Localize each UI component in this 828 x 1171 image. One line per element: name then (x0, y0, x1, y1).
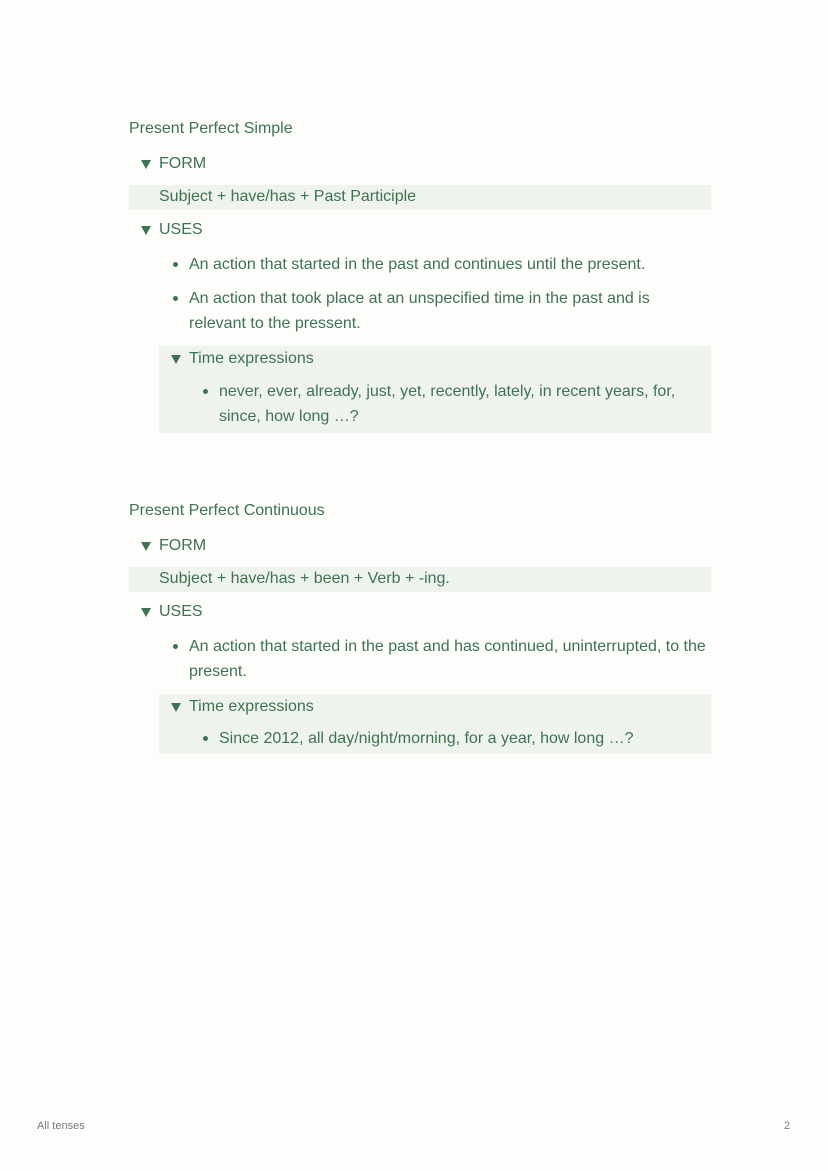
triangle-down-icon (171, 703, 181, 712)
list-item: never, ever, already, just, yet, recently, lately, in recent years, for, since, how long …? (219, 379, 701, 429)
time-expressions-box (159, 694, 711, 754)
triangle-down-icon (171, 355, 181, 364)
section-present-perfect-simple (129, 119, 711, 433)
time-expressions-toggle[interactable] (171, 346, 711, 369)
form-value: Subject + have/has + Past Participle (159, 188, 417, 205)
time-expressions-toggle[interactable] (171, 694, 711, 717)
form-box (129, 185, 711, 210)
footer-page-number: 2 (783, 1120, 790, 1132)
triangle-down-icon (141, 160, 151, 169)
section-title: Present Perfect Continuous (129, 502, 325, 519)
list-item: An action that started in the past and continues until the present. (189, 252, 711, 277)
footer-document-title: All tenses (37, 1120, 85, 1132)
time-expressions-label: Time expressions (189, 350, 314, 367)
form-toggle[interactable] (141, 154, 711, 174)
triangle-down-icon (141, 226, 151, 235)
uses-toggle[interactable] (141, 602, 711, 622)
form-value: Subject + have/has + been + Verb + -ing. (159, 570, 450, 587)
list-item: An action that took place at an unspecified time in the past and is relevant to the pressent. (189, 286, 711, 336)
uses-list (189, 634, 711, 684)
uses-list (189, 252, 711, 336)
time-expressions-list (219, 726, 711, 751)
triangle-down-icon (141, 542, 151, 551)
form-toggle[interactable] (141, 536, 711, 556)
uses-label: USES (159, 603, 203, 620)
uses-toggle[interactable] (141, 220, 711, 240)
form-box (129, 567, 711, 592)
form-label: FORM (159, 537, 207, 554)
form-label: FORM (159, 155, 207, 172)
time-expressions-list (219, 379, 711, 429)
section-title: Present Perfect Simple (129, 120, 293, 137)
section-present-perfect-continuous (129, 501, 711, 754)
time-expressions-box (159, 346, 711, 433)
list-item: Since 2012, all day/night/morning, for a year, how long …? (219, 726, 701, 751)
triangle-down-icon (141, 608, 151, 617)
time-expressions-label: Time expressions (189, 698, 314, 715)
uses-label: USES (159, 221, 203, 238)
list-item: An action that started in the past and has continued, uninterrupted, to the present. (189, 634, 711, 684)
